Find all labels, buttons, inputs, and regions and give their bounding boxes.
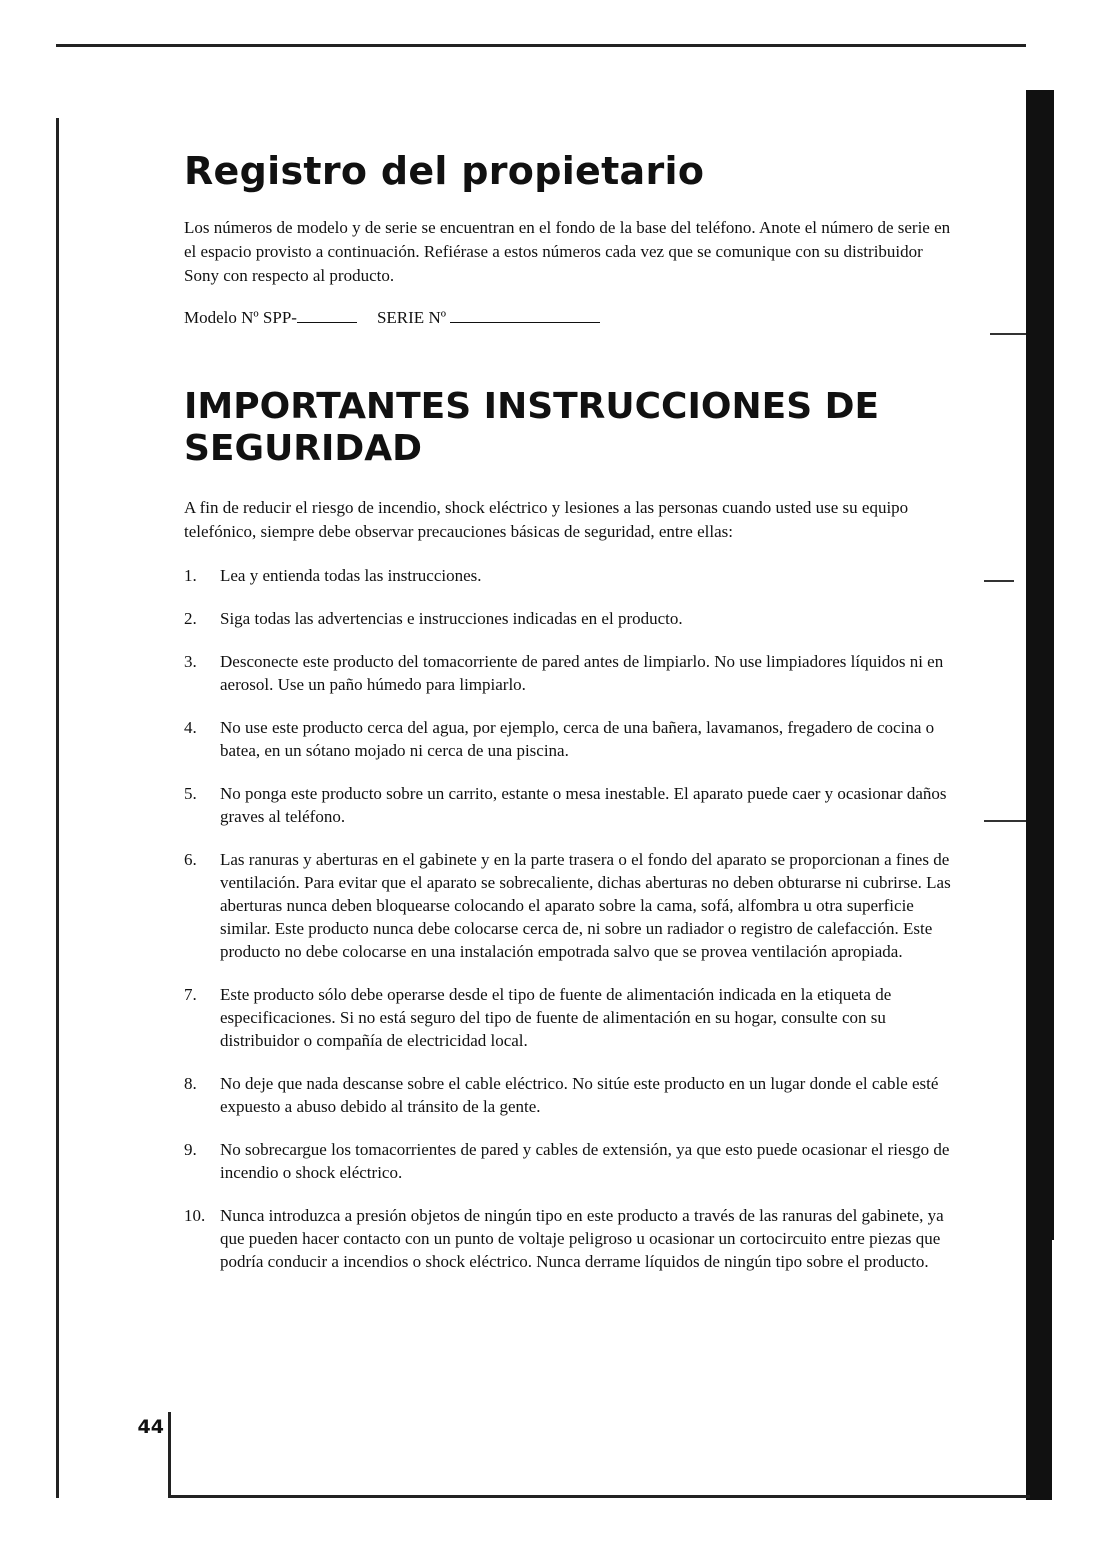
list-item <box>184 1072 954 1118</box>
item-text: Este producto sólo debe operarse desde el tipo de fuente de alimentación indicada en la etiqueta de especificaciones. Si no está seguro del tipo de fuente de alimentación en su hogar, consulte con su distribuidor o compañía de electricidad local. <box>220 984 892 1050</box>
list-item <box>184 716 954 762</box>
serial-label: SERIE Nº <box>376 307 446 327</box>
item-text: Siga todas las advertencias e instrucciones indicadas en el producto. <box>220 608 683 628</box>
page-number-rule <box>168 1412 171 1497</box>
item-number: 2. <box>184 608 197 628</box>
list-item <box>184 650 954 696</box>
model-serial-line <box>184 308 954 328</box>
item-text: Desconecte este producto del tomacorriente de pared antes de limpiarlo. No use limpiadores líquidos ni en aerosol. Use un paño húmedo para limpiarlo. <box>220 651 944 694</box>
item-number: 3. <box>184 651 197 671</box>
bottom-rule <box>168 1495 1030 1498</box>
serial-blank <box>450 320 600 323</box>
list-item <box>184 607 954 630</box>
owner-record-title: Registro del propietario <box>184 149 705 193</box>
list-item <box>184 983 954 1052</box>
margin-mark <box>990 333 1026 335</box>
item-text: Lea y entienda todas las instrucciones. <box>220 565 482 585</box>
list-item <box>184 848 954 963</box>
item-text: No ponga este producto sobre un carrito, estante o mesa inestable. El aparato puede caer y ocasionar daños graves al teléfono. <box>220 783 947 826</box>
item-number: 10. <box>184 1205 206 1225</box>
top-rule <box>56 44 1026 47</box>
item-number: 5. <box>184 783 197 803</box>
item-number: 1. <box>184 565 197 585</box>
safety-lead: A fin de reducir el riesgo de incendio, shock eléctrico y lesiones a las personas cuando usted use su equipo telefónico, siempre debe observar precauciones básicas de seguridad, entre ellas: <box>184 497 909 541</box>
item-number: 6. <box>184 849 197 869</box>
serial-field <box>377 308 600 328</box>
page-number: 44 <box>137 1416 164 1438</box>
item-number: 9. <box>184 1139 197 1159</box>
list-item <box>184 782 954 828</box>
item-number: 4. <box>184 717 197 737</box>
item-text: No use este producto cerca del agua, por ejemplo, cerca de una bañera, lavamanos, fregadero de cocina o batea, en un sótano mojado ni cerca de una piscina. <box>220 717 935 760</box>
item-text: No sobrecargue los tomacorrientes de pared y cables de extensión, ya que esto puede ocasionar el riesgo de incendio o shock eléctrico. <box>220 1139 950 1182</box>
left-margin-rule <box>56 118 59 1498</box>
page-content <box>184 150 954 1293</box>
margin-mark <box>984 580 1014 582</box>
list-item <box>184 564 954 587</box>
right-page-edge-gap <box>1052 1240 1106 1500</box>
model-blank <box>297 320 357 323</box>
item-number: 7. <box>184 984 197 1004</box>
item-number: 8. <box>184 1073 197 1093</box>
margin-mark <box>984 820 1026 822</box>
list-item <box>184 1138 954 1184</box>
item-text: Nunca introduzca a presión objetos de ningún tipo en este producto a través de las ranuras del gabinete, ya que pueden hacer contacto con un punto de voltaje peligroso u ocasionar un cortocircuito entre piezas que podría conducir a incendios o shock eléctrico. Nunca derrame líquidos de ningún tipo sobre el producto. <box>220 1205 944 1271</box>
list-item <box>184 1204 954 1273</box>
safety-title: IMPORTANTES INSTRUCCIONES DE SEGURIDAD <box>184 385 880 469</box>
owner-record-intro: Los números de modelo y de serie se encuentran en el fondo de la base del teléfono. Anote el número de serie en el espacio provisto a continuación. Refiérase a estos números cada vez que se comunique con su distribuidor Sony con respecto al producto. <box>184 217 951 285</box>
model-label: Modelo Nº SPP- <box>184 307 297 327</box>
right-page-edge-band <box>1026 90 1054 1500</box>
model-field <box>184 308 357 328</box>
item-text: Las ranuras y aberturas en el gabinete y en la parte trasera o el fondo del aparato se proporcionan a fines de ventilación. Para evitar que el aparato se sobrecaliente, dichas aberturas no deben obturarse ni cubrirse. Las aberturas nunca deben bloquearse colocando el aparato sobre la cama, sofá, alfombra u otra superficie similar. Este producto nunca debe colocarse cerca de, ni sobre un radiador o registro de calefacción. Este producto no debe colocarse en una instalación empotrada salvo que se provea ventilación apropiada. <box>220 849 951 961</box>
item-text: No deje que nada descanse sobre el cable eléctrico. No sitúe este producto en un lugar donde el cable esté expuesto a abuso debido al tránsito de la gente. <box>220 1073 939 1116</box>
safety-list <box>184 564 954 1273</box>
